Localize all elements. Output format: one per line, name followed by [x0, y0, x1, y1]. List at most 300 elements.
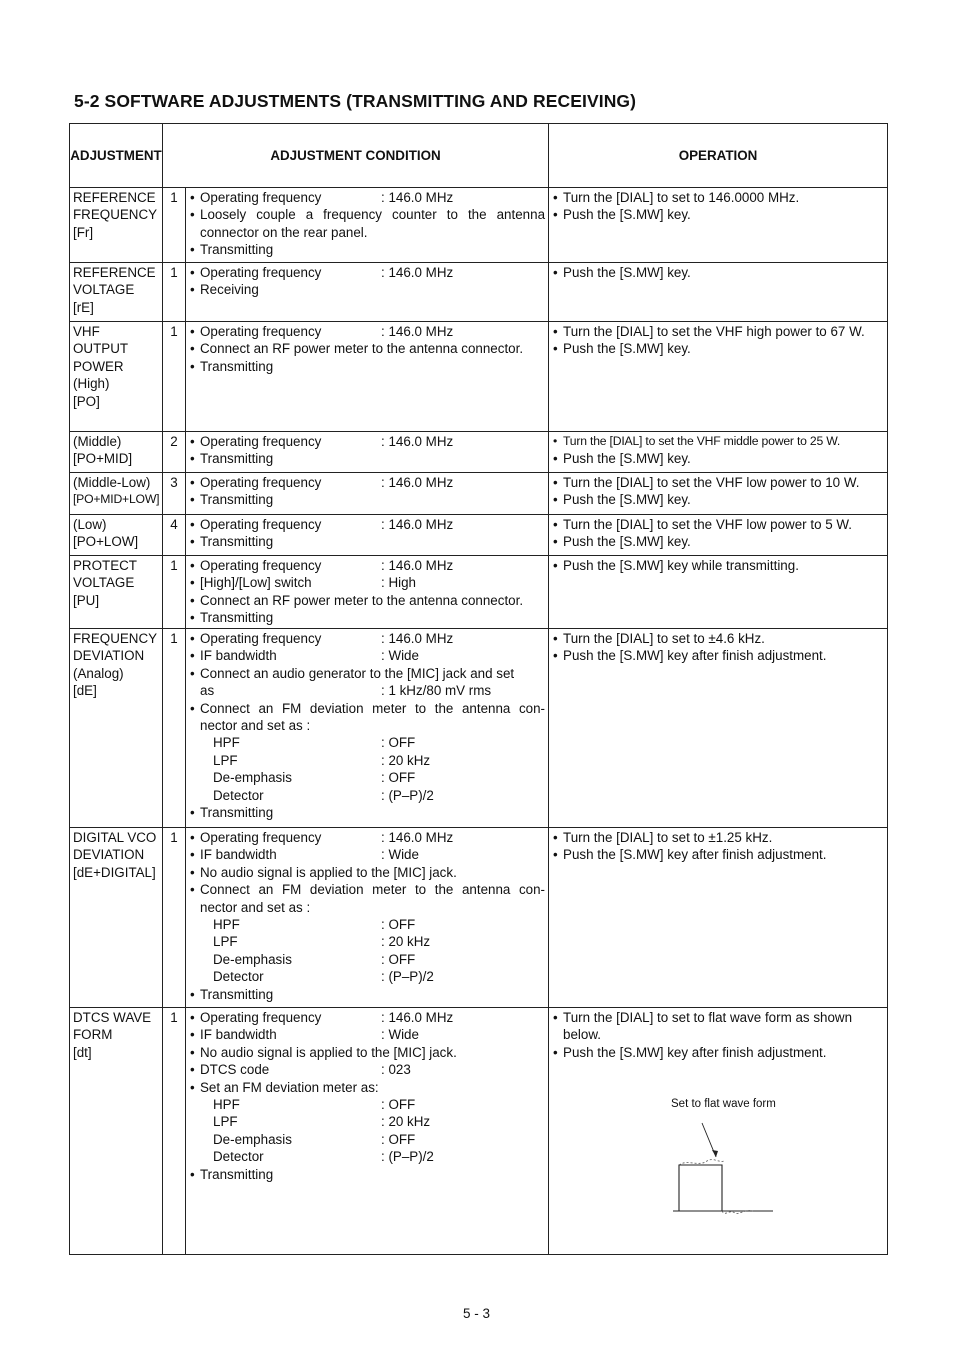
condition-item [190, 630, 545, 647]
operation-text: Turn the [DIAL] to set the VHF low power to 5 W. [563, 517, 853, 532]
step-number: 1 [163, 1008, 186, 1255]
operation-item [553, 557, 884, 574]
step-number: 1 [163, 188, 186, 263]
operation-text: Push the [S.MW] key. [563, 207, 691, 223]
bullet: • [553, 451, 558, 467]
operation [549, 828, 888, 1008]
condition-value: : 1 kHz/80 mV rms [381, 683, 492, 699]
condition-pair [200, 1009, 545, 1026]
condition-item [190, 340, 545, 357]
bullet: • [190, 882, 195, 898]
condition-item [190, 433, 545, 450]
adjustment-name [70, 473, 163, 515]
condition-item [190, 206, 545, 241]
bullet: • [190, 517, 195, 532]
bullet: • [190, 265, 195, 280]
operation-text: Push the [S.MW] key after finish adjustment. [563, 648, 827, 664]
operation-text: Turn the [DIAL] to set to flat wave form as shown below. [563, 1010, 853, 1043]
condition-subitem [190, 916, 545, 933]
condition-label: Operating frequency [200, 265, 322, 280]
condition-pair [200, 734, 545, 751]
operation-text: Push the [S.MW] key while transmitting. [563, 558, 799, 573]
bullet: • [553, 434, 558, 448]
header-adjustment: ADJUSTMENT [70, 124, 163, 188]
condition-label: Operating frequency [200, 434, 322, 449]
condition-pair [200, 951, 545, 968]
bullet: • [190, 282, 195, 298]
condition-item [190, 516, 545, 533]
condition-text: Transmitting [200, 534, 274, 550]
condition-value: : (P–P)/2 [381, 787, 434, 803]
condition-text: Transmitting [200, 986, 274, 1002]
condition-label: Operating frequency [200, 558, 322, 573]
condition-text: Transmitting [200, 610, 274, 626]
adjustment-name-line: [Fr] [73, 224, 94, 240]
adjustment-name-line: (Middle) [73, 434, 122, 449]
condition-pair [200, 916, 545, 933]
adjustment-name-line: FREQUENCY [73, 631, 158, 646]
condition-pair [200, 574, 545, 591]
adjustment-name-line: VOLTAGE [73, 575, 135, 591]
adjustment-name-line: OUTPUT [73, 341, 129, 357]
operation [549, 629, 888, 828]
adjustment-name [70, 1008, 163, 1255]
table-row [70, 629, 888, 828]
bullet: • [190, 864, 195, 880]
operation-item [553, 433, 884, 450]
operation-item [553, 533, 884, 550]
condition-text: Connect an audio generator to the [MIC] jack and set [200, 665, 515, 681]
adjustment-name-line: (High) [73, 376, 110, 392]
condition-pair [200, 1148, 545, 1165]
condition-pair [200, 1061, 545, 1078]
operation-text: Push the [S.MW] key after finish adjustment. [563, 1044, 827, 1060]
adjustment-name-line: REFERENCE [73, 190, 156, 205]
condition-label: De-emphasis [213, 1131, 292, 1147]
operation-item [553, 1044, 884, 1061]
condition-value: : 146.0 MHz [381, 830, 454, 845]
condition-label: [High]/[Low] switch [200, 575, 312, 591]
condition-subitem [190, 968, 545, 985]
condition-label: Detector [213, 1149, 264, 1165]
bullet: • [190, 324, 195, 339]
condition-label: HPF [213, 917, 240, 933]
adjustment-condition [186, 1008, 549, 1255]
adjustment-name [70, 556, 163, 629]
adjustment-name-line: (Low) [73, 517, 107, 532]
condition-value: : OFF [381, 1097, 416, 1113]
condition-text: Transmitting [200, 805, 274, 821]
condition-text: Receiving [200, 282, 259, 298]
condition-text: Connect an FM deviation meter to the antenna con- nector and set as : [200, 882, 546, 915]
step-number: 1 [163, 322, 186, 432]
condition-pair [200, 1131, 545, 1148]
condition-subitem [190, 1131, 545, 1148]
operation-item [553, 450, 884, 467]
condition-text: Connect an RF power meter to the antenna connector. [200, 341, 524, 357]
condition-label: Operating frequency [200, 1010, 322, 1025]
operation-text: Turn the [DIAL] to set to ±4.6 kHz. [563, 631, 765, 646]
condition-pair [200, 433, 545, 450]
condition-pair [200, 968, 545, 985]
bullet: • [553, 492, 558, 508]
condition-pair [200, 846, 545, 863]
adjustment-table [69, 123, 888, 1255]
adjustment-condition [186, 322, 549, 432]
condition-pair [200, 1026, 545, 1043]
condition-value: : OFF [381, 770, 416, 786]
condition-item [190, 846, 545, 863]
bullet: • [190, 1079, 195, 1095]
bullet: • [553, 190, 558, 205]
bullet: • [553, 265, 558, 280]
bullet: • [190, 610, 195, 626]
operation-item [553, 1009, 884, 1044]
adjustment-condition [186, 432, 549, 473]
table-row [70, 473, 888, 515]
bullet: • [553, 648, 558, 664]
bullet: • [190, 207, 195, 223]
condition-pair [200, 787, 545, 804]
table-row [70, 432, 888, 473]
bullet: • [190, 847, 195, 863]
bullet: • [190, 1044, 195, 1060]
condition-label: Operating frequency [200, 475, 322, 490]
adjustment-name-line: [dE+DIGITAL] [73, 864, 156, 880]
table-row [70, 322, 888, 432]
adjustment-name-line: DTCS WAVE [73, 1010, 152, 1025]
condition-label: De-emphasis [213, 770, 292, 786]
condition-item [190, 665, 545, 682]
adjustment-name-line: [PO+LOW] [73, 534, 139, 550]
condition-item [190, 474, 545, 491]
adjustment-condition [186, 473, 549, 515]
operation [549, 515, 888, 556]
condition-pair [200, 189, 545, 206]
operation [549, 432, 888, 473]
condition-label: LPF [213, 752, 238, 768]
condition-value: : OFF [381, 1131, 416, 1147]
condition-pair [200, 752, 545, 769]
condition-item [190, 450, 545, 467]
bullet: • [553, 207, 558, 223]
table-row [70, 515, 888, 556]
bullet: • [190, 475, 195, 490]
operation-item [553, 323, 884, 340]
condition-item [190, 881, 545, 916]
bullet: • [553, 534, 558, 550]
table-row [70, 828, 888, 1008]
bullet: • [553, 517, 558, 532]
adjustment-name-line: [PO] [73, 393, 100, 409]
wave-caption: Set to flat wave form [671, 1098, 776, 1110]
bullet: • [190, 1062, 195, 1078]
condition-label: HPF [213, 735, 240, 751]
condition-pair [200, 769, 545, 786]
step-number: 2 [163, 432, 186, 473]
condition-item [190, 1009, 545, 1026]
condition-value: : 146.0 MHz [381, 190, 454, 205]
operation [549, 556, 888, 629]
operation-item [553, 474, 884, 491]
page-title: 5-2 SOFTWARE ADJUSTMENTS (TRANSMITTING AND RECEIVING) [74, 91, 637, 111]
condition-label: HPF [213, 1097, 240, 1113]
condition-item [190, 189, 545, 206]
operation-item [553, 340, 884, 357]
bullet: • [553, 475, 558, 490]
condition-item [190, 592, 545, 609]
bullet: • [190, 190, 195, 205]
condition-value: : 146.0 MHz [381, 324, 454, 339]
condition-value: : OFF [381, 951, 416, 967]
waveform-diagram [669, 1097, 789, 1222]
header-operation: OPERATION [549, 124, 888, 188]
condition-value: : Wide [381, 847, 419, 863]
operation [549, 188, 888, 263]
condition-label: LPF [213, 934, 238, 950]
condition-label: LPF [213, 1114, 238, 1130]
adjustment-name-line: [PO+MID+LOW] [73, 492, 160, 507]
bullet: • [553, 1010, 558, 1025]
condition-value: : Wide [381, 648, 419, 664]
bullet: • [190, 631, 195, 646]
operation-item [553, 516, 884, 533]
condition-item [190, 1061, 545, 1078]
bullet: • [553, 324, 558, 339]
condition-subitem [190, 951, 545, 968]
bullet: • [190, 700, 195, 716]
condition-item [190, 647, 545, 664]
bullet: • [190, 341, 195, 357]
adjustment-name [70, 188, 163, 263]
adjustment-name-line: POWER [73, 358, 124, 374]
adjustment-name [70, 322, 163, 432]
condition-item [190, 1044, 545, 1061]
condition-item [190, 557, 545, 574]
condition-label: Operating frequency [200, 517, 322, 532]
operation-text: Turn the [DIAL] to set to 146.0000 MHz. [563, 190, 800, 205]
flat-wave-figure [669, 1097, 789, 1222]
adjustment-name-line: [dE] [73, 683, 97, 699]
adjustment-name-line: VOLTAGE [73, 282, 135, 298]
adjustment-name-line: [dt] [73, 1044, 92, 1060]
condition-text: Loosely couple a frequency counter to the antenna connector on the rear panel. [200, 207, 546, 240]
condition-item [190, 533, 545, 550]
operation-text: Push the [S.MW] key. [563, 451, 691, 467]
condition-label: DTCS code [200, 1062, 270, 1078]
condition-label: Operating frequency [200, 830, 322, 845]
adjustment-condition [186, 188, 549, 263]
page-number: 5 - 3 [463, 1306, 491, 1321]
condition-value: : 146.0 MHz [381, 517, 454, 532]
operation [549, 263, 888, 322]
bullet: • [190, 665, 195, 681]
condition-item [190, 1079, 545, 1096]
condition-value: : 146.0 MHz [381, 558, 454, 573]
condition-label: Detector [213, 969, 264, 985]
condition-value: : 146.0 MHz [381, 1010, 454, 1025]
bullet: • [190, 986, 195, 1002]
operation [549, 473, 888, 515]
operation-item [553, 647, 884, 664]
adjustment-condition [186, 629, 549, 828]
condition-pair [200, 474, 545, 491]
operation-text: Turn the [DIAL] to set to ±1.25 kHz. [563, 830, 773, 845]
operation-text: Turn the [DIAL] to set the VHF high power to 67 W. [563, 324, 865, 339]
bullet: • [190, 1027, 195, 1043]
condition-subitem [190, 734, 545, 751]
condition-text: Transmitting [200, 358, 274, 374]
adjustment-name [70, 263, 163, 322]
operation-item [553, 264, 884, 281]
condition-value: : High [381, 575, 416, 591]
table-row [70, 263, 888, 322]
condition-pair [200, 1096, 545, 1113]
condition-label: Operating frequency [200, 631, 322, 646]
adjustment-condition [186, 515, 549, 556]
condition-item [190, 864, 545, 881]
operation [549, 322, 888, 432]
condition-pair [200, 516, 545, 533]
bullet: • [190, 242, 195, 258]
condition-value: : 023 [381, 1062, 411, 1078]
condition-pair [200, 682, 545, 699]
adjustment-name [70, 629, 163, 828]
bullet: • [190, 648, 195, 664]
condition-subitem [190, 1096, 545, 1113]
operation-item [553, 846, 884, 863]
condition-subitem [190, 1113, 545, 1130]
adjustment-condition [186, 828, 549, 1008]
bullet: • [190, 1166, 195, 1182]
condition-text: No audio signal is applied to the [MIC] jack. [200, 864, 457, 880]
condition-label: Operating frequency [200, 190, 322, 205]
condition-value: : (P–P)/2 [381, 969, 434, 985]
bullet: • [190, 1010, 195, 1025]
condition-text: Connect an FM deviation meter to the antenna con- nector and set as : [200, 700, 546, 734]
adjustment-name-line: FREQUENCY [73, 207, 158, 223]
operation-text: Push the [S.MW] key after finish adjustment. [563, 847, 827, 863]
adjustment-name-line: DIGITAL VCO [73, 830, 157, 845]
condition-pair [200, 829, 545, 846]
condition-subitem [190, 752, 545, 769]
operation-item [553, 829, 884, 846]
condition-subitem [190, 933, 545, 950]
adjustment-name-line: (Analog) [73, 665, 124, 681]
bullet: • [190, 534, 195, 550]
operation-item [553, 206, 884, 223]
condition-value: : 146.0 MHz [381, 475, 454, 490]
condition-item [190, 700, 545, 735]
condition-item [190, 491, 545, 508]
adjustment-name-line: REFERENCE [73, 265, 156, 280]
adjustment-name [70, 515, 163, 556]
condition-text: Transmitting [200, 1166, 274, 1182]
operation-text: Push the [S.MW] key. [563, 534, 691, 550]
condition-pair [200, 647, 545, 664]
condition-value: : 20 kHz [381, 752, 431, 768]
condition-value: : (P–P)/2 [381, 1149, 434, 1165]
condition-label: Operating frequency [200, 324, 322, 339]
bullet: • [190, 451, 195, 467]
adjustment-condition [186, 263, 549, 322]
operation-text: Push the [S.MW] key. [563, 341, 691, 357]
condition-value: : OFF [381, 735, 416, 751]
condition-pair [200, 630, 545, 647]
bullet: • [553, 558, 558, 573]
condition-item [190, 574, 545, 591]
adjustment-name-line: FORM [73, 1027, 113, 1043]
adjustment-name-line: [rE] [73, 299, 94, 315]
step-number: 4 [163, 515, 186, 556]
condition-value: : 20 kHz [381, 934, 431, 950]
step-number: 1 [163, 828, 186, 1008]
table-header-row [70, 124, 888, 188]
bullet: • [553, 1044, 558, 1060]
step-number: 1 [163, 263, 186, 322]
condition-label: as [200, 683, 215, 699]
condition-pair [200, 557, 545, 574]
adjustment-name-line: VHF [73, 324, 100, 339]
condition-pair [200, 323, 545, 340]
bullet: • [190, 592, 195, 608]
condition-label: IF bandwidth [200, 847, 277, 863]
condition-pair [200, 933, 545, 950]
condition-pair [200, 264, 545, 281]
condition-value: : OFF [381, 917, 416, 933]
condition-pair [200, 1113, 545, 1130]
step-number: 3 [163, 473, 186, 515]
table-row [70, 556, 888, 629]
operation-text: Push the [S.MW] key. [563, 265, 691, 280]
adjustment-name [70, 828, 163, 1008]
operation-item [553, 630, 884, 647]
bullet: • [190, 358, 195, 374]
condition-text: No audio signal is applied to the [MIC] jack. [200, 1044, 457, 1060]
bullet: • [190, 830, 195, 845]
adjustment-condition [186, 556, 549, 629]
condition-value: : 20 kHz [381, 1114, 431, 1130]
adjustment-name-line: [PO+MID] [73, 451, 133, 467]
bullet: • [553, 631, 558, 646]
condition-item [190, 986, 545, 1003]
condition-value: : Wide [381, 1027, 419, 1043]
condition-label: IF bandwidth [200, 1027, 277, 1043]
adjustment-name-line: [PU] [73, 592, 100, 608]
adjustment-name [70, 432, 163, 473]
condition-item [190, 682, 545, 699]
condition-item [190, 1026, 545, 1043]
condition-subitem [190, 787, 545, 804]
step-number: 1 [163, 629, 186, 828]
condition-text: Set an FM deviation meter as: [200, 1079, 379, 1095]
adjustment-name-line: PROTECT [73, 558, 137, 573]
bullet: • [190, 558, 195, 573]
bullet: • [190, 575, 195, 591]
condition-label: Detector [213, 787, 264, 803]
condition-item [190, 1166, 545, 1183]
condition-item [190, 241, 545, 258]
bullet: • [553, 847, 558, 863]
condition-label: De-emphasis [213, 951, 292, 967]
operation-text: Turn the [DIAL] to set the VHF low power to 10 W. [563, 475, 860, 490]
condition-item [190, 804, 545, 821]
condition-subitem [190, 769, 545, 786]
condition-item [190, 829, 545, 846]
header-condition: ADJUSTMENT CONDITION [163, 124, 549, 188]
condition-item [190, 609, 545, 626]
condition-text: Connect an RF power meter to the antenna connector. [200, 592, 524, 608]
